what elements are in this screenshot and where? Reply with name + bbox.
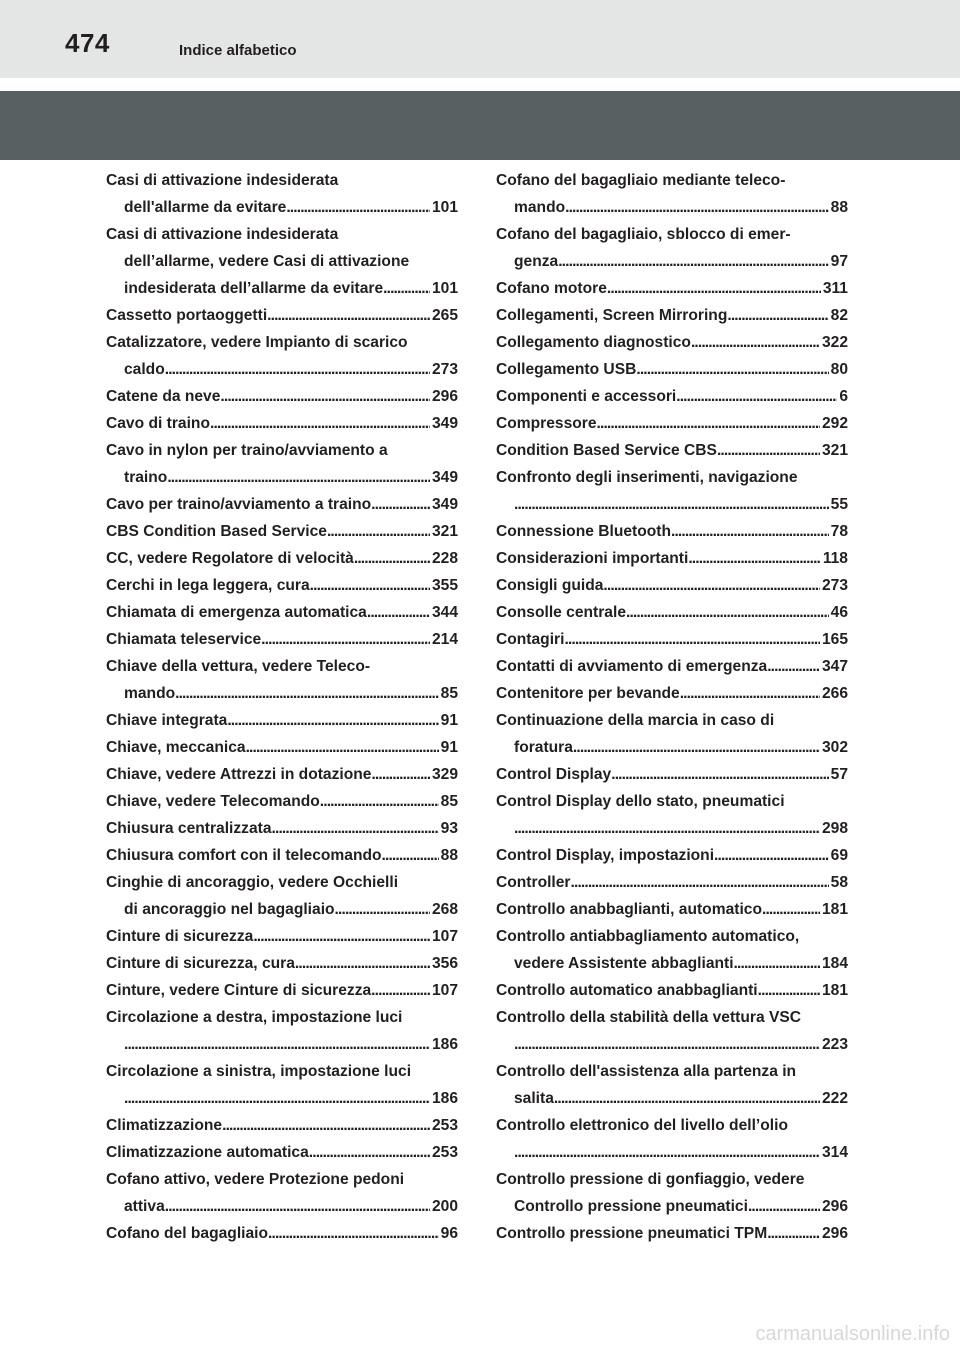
index-entry xyxy=(106,248,458,275)
index-entry-text: Casi di attivazione indesiderata xyxy=(106,172,339,189)
index-entry-text: CBS Condition Based Service xyxy=(106,523,327,540)
index-entry xyxy=(106,1193,458,1220)
index-entry xyxy=(106,410,458,437)
index-entry-text: Controllo dell'assistenza alla partenza in xyxy=(496,1063,797,1080)
index-entry-text: mando xyxy=(124,685,176,702)
index-entry-page: 96 xyxy=(440,1225,458,1242)
index-column-right xyxy=(496,167,848,1247)
index-entry-page: 6 xyxy=(839,388,848,405)
index-entry xyxy=(496,680,848,707)
index-entry-page: 88 xyxy=(440,847,458,864)
index-entry-text: Controllo pressione pneumatici xyxy=(514,1198,748,1215)
dot-leader xyxy=(558,248,828,275)
index-entry xyxy=(106,221,458,248)
dot-leader xyxy=(210,410,430,437)
dot-leader xyxy=(611,761,828,788)
index-entry xyxy=(106,1220,458,1247)
index-entry xyxy=(496,923,848,950)
index-entry-text: Collegamento USB xyxy=(496,361,637,378)
dot-leader xyxy=(691,329,820,356)
index-entry xyxy=(496,221,848,248)
index-entry xyxy=(106,923,458,950)
index-entry xyxy=(496,1058,848,1085)
index-entry xyxy=(106,545,458,572)
index-entry-text: Contatti di avviamento di emergenza xyxy=(496,658,768,675)
index-entry-text: Control Display, impostazioni xyxy=(496,847,715,864)
index-entry xyxy=(496,1220,848,1247)
index-entry-page: 347 xyxy=(821,658,848,675)
index-entry-page: 322 xyxy=(821,334,848,351)
dot-leader xyxy=(286,194,430,221)
index-entry-page: 314 xyxy=(821,1144,848,1161)
index-entry xyxy=(496,167,848,194)
index-entry-page: 311 xyxy=(822,280,848,297)
index-entry xyxy=(496,761,848,788)
index-entry-text: Chiave, vedere Attrezzi in dotazione xyxy=(106,766,372,783)
header-band xyxy=(0,91,960,160)
index-entry xyxy=(106,734,458,761)
index-entry xyxy=(496,1085,848,1112)
index-entry-text: Chiusura comfort con il telecomando xyxy=(106,847,382,864)
index-entry-page: 57 xyxy=(830,766,848,783)
index-entry-text: Controllo della stabilità della vettura VSC xyxy=(496,1009,802,1026)
index-entry-page: 321 xyxy=(821,442,848,459)
dot-leader xyxy=(371,491,430,518)
index-entry xyxy=(496,653,848,680)
index-entry-page: 349 xyxy=(431,496,458,513)
dot-leader xyxy=(626,599,829,626)
index-entry xyxy=(496,437,848,464)
dot-leader xyxy=(671,518,829,545)
index-entry xyxy=(496,329,848,356)
dot-leader xyxy=(310,572,430,599)
dot-leader xyxy=(371,977,430,1004)
page-number: 474 xyxy=(65,28,110,58)
index-entry-page: 80 xyxy=(830,361,848,378)
index-entry-text: Considerazioni importanti xyxy=(496,550,689,567)
index-entry-page: 101 xyxy=(431,199,458,216)
index-entry-text: Controllo antiabbagliamento automatico, xyxy=(496,928,800,945)
dot-leader xyxy=(124,1031,430,1058)
index-entry-text: indesiderata dell’allarme da evitare xyxy=(124,280,384,297)
index-entry xyxy=(496,599,848,626)
index-entry xyxy=(496,275,848,302)
index-entry-page: 58 xyxy=(830,874,848,891)
index-entry-text: Chiave integrata xyxy=(106,712,228,729)
index-entry-text: Chiamata di emergenza automatica xyxy=(106,604,367,621)
index-entry-text: Cavo per traino/avviamento a traino xyxy=(106,496,372,513)
index-entry-text: Circolazione a destra, impostazione luci xyxy=(106,1009,403,1026)
index-entry xyxy=(106,869,458,896)
index-entry xyxy=(496,464,848,491)
index-entry xyxy=(496,1166,848,1193)
index-entry-text: Collegamenti, Screen Mirroring xyxy=(496,307,728,324)
dot-leader xyxy=(253,923,430,950)
dot-leader xyxy=(514,1139,820,1166)
dot-leader xyxy=(767,1220,820,1247)
dot-leader xyxy=(603,572,820,599)
index-entry xyxy=(106,1058,458,1085)
dot-leader xyxy=(762,896,820,923)
index-column-left xyxy=(106,167,458,1247)
index-entry-page: 222 xyxy=(821,1090,848,1107)
index-entry-page: 298 xyxy=(821,820,848,837)
dot-leader xyxy=(220,383,430,410)
index-entry xyxy=(106,950,458,977)
index-entry-text: Cofano del bagagliaio, sblocco di emer- xyxy=(496,226,791,243)
index-entry-page: 329 xyxy=(431,766,458,783)
dot-leader xyxy=(767,653,820,680)
index-entry xyxy=(106,1085,458,1112)
index-entry xyxy=(496,491,848,518)
index-entry xyxy=(496,1139,848,1166)
index-entry-page: 228 xyxy=(431,550,458,567)
index-entry-text: mando xyxy=(514,199,566,216)
index-entry-text: Chiave, meccanica xyxy=(106,739,246,756)
index-entry-page: 296 xyxy=(431,388,458,405)
dot-leader xyxy=(688,545,820,572)
dot-leader xyxy=(383,275,430,302)
index-entry-text: Catene da neve xyxy=(106,388,221,405)
index-entry-text: salita xyxy=(514,1090,554,1107)
index-entry xyxy=(496,356,848,383)
index-entry-page: 46 xyxy=(830,604,848,621)
index-entry xyxy=(106,275,458,302)
index-entry-page: 181 xyxy=(821,901,848,918)
index-entry-text: di ancoraggio nel bagagliaio xyxy=(124,901,335,918)
index-entry-page: 266 xyxy=(821,685,848,702)
index-entry-text: Controller xyxy=(496,874,571,891)
index-entry-text: dell’allarme, vedere Casi di attivazione xyxy=(124,253,410,270)
index-entry-page: 296 xyxy=(821,1198,848,1215)
dot-leader xyxy=(165,1193,430,1220)
index-entry-text: Climatizzazione xyxy=(106,1117,223,1134)
index-entry-page: 273 xyxy=(431,361,458,378)
index-entry xyxy=(496,302,848,329)
index-entry xyxy=(496,950,848,977)
index-entry-page: 186 xyxy=(431,1036,458,1053)
index-entry xyxy=(496,1031,848,1058)
index-entry-text: Circolazione a sinistra, impostazione luci xyxy=(106,1063,412,1080)
dot-leader xyxy=(514,1031,820,1058)
dot-leader xyxy=(382,842,439,869)
index-entry-page: 91 xyxy=(440,739,458,756)
index-entry-page: 85 xyxy=(440,793,458,810)
dot-leader xyxy=(335,896,430,923)
index-entry xyxy=(496,788,848,815)
index-entry-page: 292 xyxy=(821,415,848,432)
index-entry xyxy=(106,1004,458,1031)
dot-leader xyxy=(268,1220,439,1247)
index-entry-page: 349 xyxy=(431,415,458,432)
index-entry-text: Control Display dello stato, pneumatici xyxy=(496,793,785,810)
index-entry xyxy=(496,194,848,221)
index-entry-text: Chiamata teleservice xyxy=(106,631,262,648)
index-entry-page: 78 xyxy=(830,523,848,540)
index-entry-page: 355 xyxy=(431,577,458,594)
section-title: Indice alfabetico xyxy=(179,42,297,59)
index-entry-page: 97 xyxy=(830,253,848,270)
index-entry-page: 118 xyxy=(822,550,848,567)
index-entry-page: 253 xyxy=(431,1144,458,1161)
index-entry-text: Continuazione della marcia in caso di xyxy=(496,712,775,729)
index-entry-page: 101 xyxy=(431,280,458,297)
index-entry-page: 223 xyxy=(821,1036,848,1053)
index-entry-text: Controllo pressione pneumatici TPM xyxy=(496,1225,768,1242)
index-entry-text: foratura xyxy=(514,739,573,756)
index-entry xyxy=(106,707,458,734)
dot-leader xyxy=(124,1085,430,1112)
dot-leader xyxy=(758,977,820,1004)
dot-leader xyxy=(227,707,438,734)
index-entry-text: Cavo in nylon per traino/avviamento a xyxy=(106,442,388,459)
dot-leader xyxy=(295,950,430,977)
dot-leader xyxy=(320,788,439,815)
index-entry-page: 107 xyxy=(431,928,458,945)
index-entry-page: 268 xyxy=(431,901,458,918)
dot-leader xyxy=(175,680,439,707)
index-entry-text: Cofano attivo, vedere Protezione pedoni xyxy=(106,1171,405,1188)
index-entry-page: 69 xyxy=(830,847,848,864)
index-entry-text: Controllo pressione di gonfiaggio, vedere xyxy=(496,1171,805,1188)
index-entry xyxy=(496,815,848,842)
dot-leader xyxy=(571,869,829,896)
index-entry-text: Controllo elettronico del livello dell’olio xyxy=(496,1117,788,1134)
index-entry-text: Cinture, vedere Cinture di sicurezza xyxy=(106,982,372,999)
index-entry-page: 184 xyxy=(821,955,848,972)
index-entry-text: Consigli guida xyxy=(496,577,604,594)
index-entry-text: genza xyxy=(514,253,559,270)
index-entry xyxy=(106,788,458,815)
index-entry xyxy=(106,1166,458,1193)
index-entry xyxy=(106,572,458,599)
index-entry xyxy=(496,410,848,437)
dot-leader xyxy=(565,194,829,221)
index-entry-page: 88 xyxy=(830,199,848,216)
index-entry xyxy=(106,653,458,680)
dot-leader xyxy=(564,626,820,653)
index-entry xyxy=(106,815,458,842)
dot-leader xyxy=(246,734,439,761)
dot-leader xyxy=(727,302,828,329)
header-bar xyxy=(0,0,960,78)
dot-leader xyxy=(748,1193,820,1220)
dot-leader xyxy=(680,680,820,707)
index-entry-text: dell'allarme da evitare xyxy=(124,199,287,216)
index-entry-page: 253 xyxy=(431,1117,458,1134)
dot-leader xyxy=(717,437,820,464)
index-entry-text: Compressore xyxy=(496,415,597,432)
index-entry-text: Climatizzazione automatica xyxy=(106,1144,309,1161)
index-entry-text: Condition Based Service CBS xyxy=(496,442,717,459)
index-entry xyxy=(496,1112,848,1139)
index-entry-text: Chiusura centralizzata xyxy=(106,820,272,837)
index-entry xyxy=(106,842,458,869)
index-entry xyxy=(106,383,458,410)
index-entry-text: Cerchi in lega leggera, cura xyxy=(106,577,310,594)
index-entry-text: Cavo di traino xyxy=(106,415,210,432)
index-entry-page: 181 xyxy=(821,982,848,999)
index-entry xyxy=(106,518,458,545)
index-entry-text: Casi di attivazione indesiderata xyxy=(106,226,339,243)
index-entry xyxy=(496,626,848,653)
index-entry-text: Cinture di sicurezza, cura xyxy=(106,955,295,972)
index-entry xyxy=(496,869,848,896)
index-entry xyxy=(106,896,458,923)
index-entry-page: 55 xyxy=(830,496,848,513)
index-entry xyxy=(106,977,458,1004)
index-entry xyxy=(106,464,458,491)
index-entry-text: Cofano del bagagliaio mediante teleco- xyxy=(496,172,786,189)
dot-leader xyxy=(514,815,820,842)
index-entry-text: Controllo anabbaglianti, automatico xyxy=(496,901,762,918)
index-entry xyxy=(496,383,848,410)
index-entry-page: 82 xyxy=(830,307,848,324)
index-entry xyxy=(496,896,848,923)
dot-leader xyxy=(165,356,430,383)
index-entry-text: Chiave, vedere Telecomando xyxy=(106,793,320,810)
index-entry-text: Controllo automatico anabbaglianti xyxy=(496,982,758,999)
index-entry-text: Connessione Bluetooth xyxy=(496,523,671,540)
index-entry xyxy=(496,734,848,761)
index-entry-text: CC, vedere Regolatore di velocità xyxy=(106,550,354,567)
index-entry xyxy=(106,599,458,626)
dot-leader xyxy=(261,626,430,653)
index-entry-page: 200 xyxy=(431,1198,458,1215)
index-entry-page: 296 xyxy=(821,1225,848,1242)
index-entry-page: 165 xyxy=(821,631,848,648)
dot-leader xyxy=(354,545,430,572)
index-entry xyxy=(106,1031,458,1058)
index-entry-page: 356 xyxy=(431,955,458,972)
dot-leader xyxy=(597,410,820,437)
index-entry-text: Cinghie di ancoraggio, vedere Occhielli xyxy=(106,874,399,891)
index-entry xyxy=(496,518,848,545)
index-entry xyxy=(106,302,458,329)
dot-leader xyxy=(514,491,829,518)
index-entry-text: Cinture di sicurezza xyxy=(106,928,254,945)
index-entry xyxy=(106,329,458,356)
index-entry xyxy=(496,545,848,572)
index-entry xyxy=(496,248,848,275)
index-entry-page: 302 xyxy=(821,739,848,756)
dot-leader xyxy=(267,302,430,329)
index-entry-text: Catalizzatore, vedere Impianto di scarico xyxy=(106,334,408,351)
index-entry-page: 349 xyxy=(431,469,458,486)
index-entry-page: 344 xyxy=(431,604,458,621)
index-entry xyxy=(496,977,848,1004)
dot-leader xyxy=(573,734,820,761)
dot-leader xyxy=(554,1085,820,1112)
index-entry-text: Componenti e accessori xyxy=(496,388,677,405)
dot-leader xyxy=(371,761,430,788)
dot-leader xyxy=(167,464,430,491)
index-entry-page: 91 xyxy=(440,712,458,729)
index-entry xyxy=(106,1112,458,1139)
dot-leader xyxy=(607,275,821,302)
index-entry-page: 265 xyxy=(431,307,458,324)
dot-leader xyxy=(327,518,430,545)
dot-leader xyxy=(367,599,430,626)
dot-leader xyxy=(636,356,828,383)
index-entry xyxy=(106,437,458,464)
dot-leader xyxy=(714,842,829,869)
index-entry xyxy=(496,842,848,869)
watermark: carmanualsonline.info xyxy=(755,1323,950,1345)
index-entry-text: vedere Assistente abbaglianti xyxy=(514,955,734,972)
dot-leader xyxy=(309,1139,430,1166)
index-entry-page: 186 xyxy=(431,1090,458,1107)
index-entry xyxy=(106,626,458,653)
index-entry-text: Contagiri xyxy=(496,631,565,648)
index-entry-text: Consolle centrale xyxy=(496,604,626,621)
index-entry xyxy=(106,167,458,194)
index-entry-text: Cofano motore xyxy=(496,280,607,297)
index-entry-text: Contenitore per bevande xyxy=(496,685,680,702)
index-entry xyxy=(496,1004,848,1031)
index-entry xyxy=(106,356,458,383)
index-entry-page: 85 xyxy=(440,685,458,702)
index-entry-text: attiva xyxy=(124,1198,165,1215)
index-entry-text: Control Display xyxy=(496,766,612,783)
index-entry-text: caldo xyxy=(124,361,165,378)
dot-leader xyxy=(272,815,439,842)
index-entry xyxy=(496,1193,848,1220)
dot-leader xyxy=(676,383,837,410)
dot-leader xyxy=(222,1112,430,1139)
index-entry xyxy=(106,194,458,221)
index-entry xyxy=(106,680,458,707)
index-entry xyxy=(496,572,848,599)
index-entry-text: traino xyxy=(124,469,168,486)
index-entry xyxy=(106,1139,458,1166)
index-entry xyxy=(106,761,458,788)
index-entry-text: Collegamento diagnostico xyxy=(496,334,691,351)
index-entry xyxy=(106,491,458,518)
index-entry-text: Cassetto portaoggetti xyxy=(106,307,268,324)
index-entry xyxy=(496,707,848,734)
index-entry-text: Chiave della vettura, vedere Teleco- xyxy=(106,658,371,675)
index-entry-text: Confronto degli inserimenti, navigazione xyxy=(496,469,798,486)
index-entry-page: 93 xyxy=(440,820,458,837)
index-entry-page: 321 xyxy=(431,523,458,540)
index-entry-page: 273 xyxy=(821,577,848,594)
dot-leader xyxy=(734,950,820,977)
index-entry-page: 107 xyxy=(431,982,458,999)
index-entry-page: 214 xyxy=(431,631,458,648)
index-entry-text: Cofano del bagagliaio xyxy=(106,1225,269,1242)
